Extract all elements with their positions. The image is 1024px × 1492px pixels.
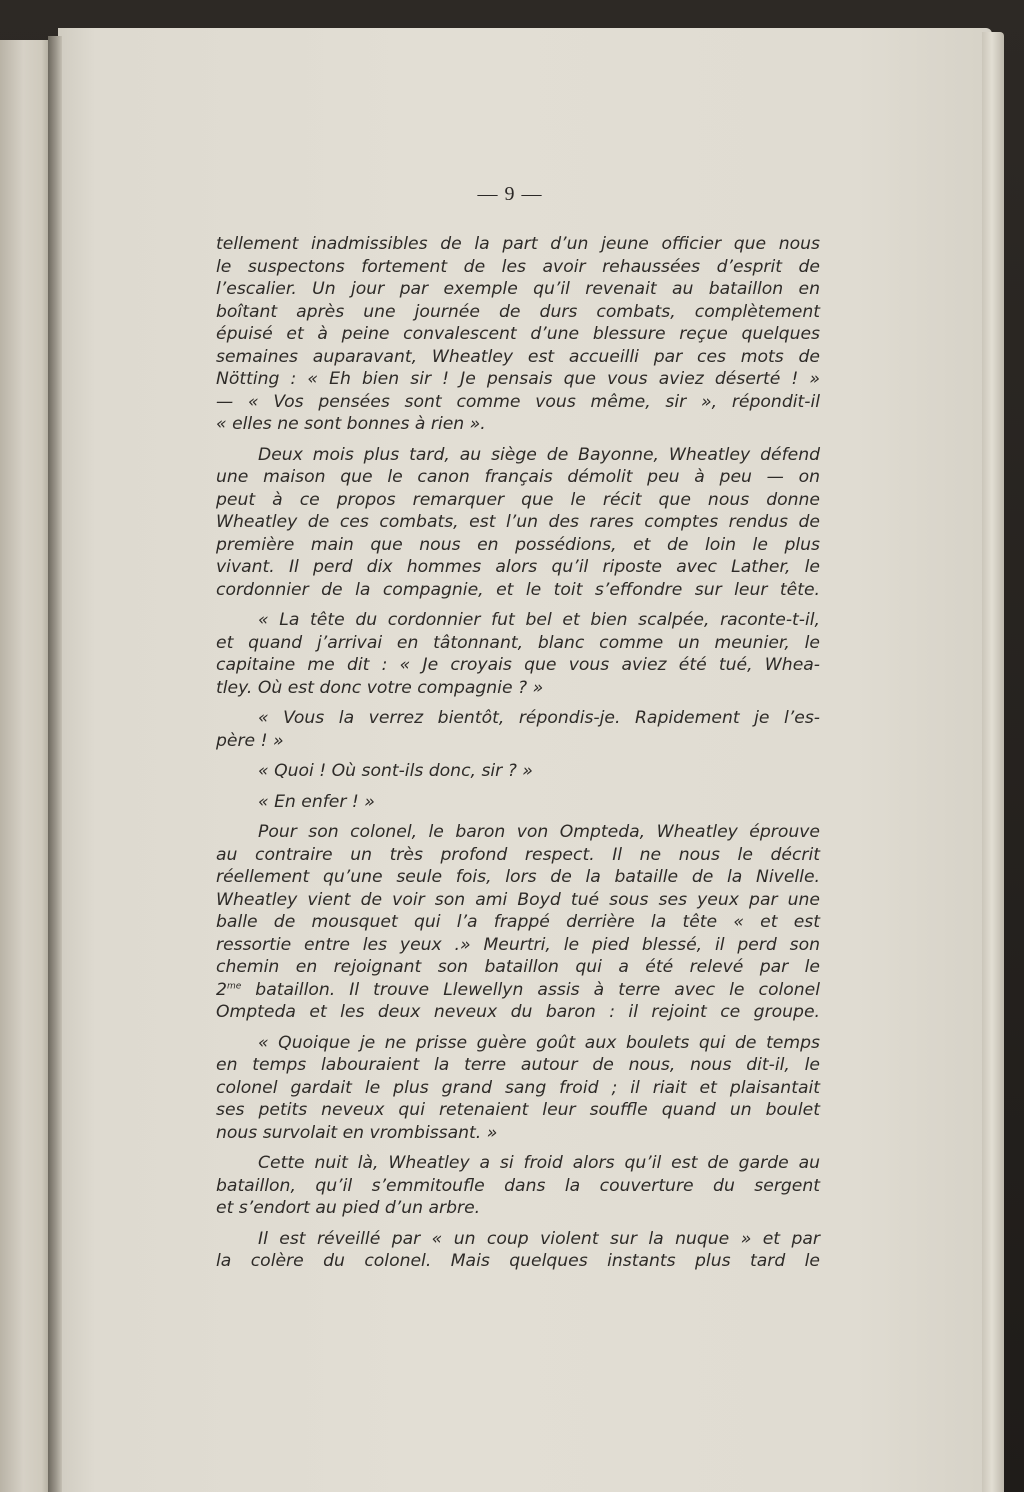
ordinal-number: 2 <box>216 979 227 1000</box>
ordinal-suffix: me <box>226 980 242 991</box>
text-line: « La tête du cordonnier fut bel et bien scalpée, raconte-t-il, <box>258 610 820 630</box>
text-line: boîtant après une journée de durs combats, complètement <box>216 301 820 322</box>
text-line: « En enfer ! » <box>258 791 375 812</box>
text-line: Cette nuit là, Wheatley a si froid alors qu’il est de garde au <box>258 1153 820 1173</box>
text-line: semaines auparavant, Wheatley est accueilli par ces mots de <box>216 346 820 367</box>
page-right-edge <box>982 32 1004 1492</box>
paragraph-gap <box>216 813 820 821</box>
text-line: au contraire un très profond respect. Il ne nous le décrit <box>216 844 820 865</box>
text-line: « Vous la verrez bientôt, répondis-je. Rapidement je l’es- <box>258 708 820 728</box>
text-line: « Quoi ! Où sont-ils donc, sir ? » <box>258 761 533 781</box>
text-line: nous survolait en vrombissant. » <box>216 1122 498 1143</box>
text-line: l’escalier. Un jour par exemple qu’il revenait au bataillon en <box>216 279 820 299</box>
text-line: peut à ce propos remarquer que le récit que nous donne <box>216 489 820 510</box>
text-line: père ! » <box>216 730 284 751</box>
paragraph-gap <box>216 783 820 791</box>
text-line: réellement qu’une seule fois, lors de la bataille de la Nivelle. <box>216 867 820 887</box>
book-gutter <box>48 36 62 1492</box>
page-number: — 9 — <box>477 183 543 205</box>
text-line: ressortie entre les yeux .» Meurtri, le pied blessé, il perd son <box>216 934 820 955</box>
text-line: « Quoique je ne prisse guère goût aux boulets qui de temps <box>258 1032 820 1053</box>
paragraph-gap <box>216 436 820 444</box>
text-line: « elles ne sont bonnes à rien ». <box>216 414 486 434</box>
text-line: balle de mousquet qui l’a frappé derrière la tête « et est <box>216 912 820 932</box>
text-line: chemin en rejoignant son bataillon qui a été relevé par le <box>216 957 820 977</box>
text-line-rest: bataillon. Il trouve Llewellyn assis à terre avec le colonel <box>241 979 820 1000</box>
text-line: Pour son colonel, le baron von Ompteda, Wheatley éprouve <box>258 822 820 842</box>
text-line: et quand j’arrivai en tâtonnant, blanc comme un meunier, le <box>216 632 820 653</box>
text-line: Ompteda et les deux neveux du baron : il rejoint ce groupe. <box>216 1002 820 1022</box>
text-line: Wheatley vient de voir son ami Boyd tué sous ses yeux par une <box>216 889 820 910</box>
text-line: la colère du colonel. Mais quelques instants plus tard le <box>216 1251 820 1271</box>
text-line: Wheatley de ces combats, est l’un des rares comptes rendus de <box>216 512 820 532</box>
text-line: en temps labouraient la terre autour de nous, nous dit-il, le <box>216 1055 820 1075</box>
paragraph-gap <box>216 1144 820 1152</box>
text-line: bataillon, qu’il s’emmitoufle dans la couverture du sergent <box>216 1175 820 1196</box>
text-line: et s’endort au pied d’un arbre. <box>216 1198 481 1218</box>
paragraph-gap <box>216 1220 820 1228</box>
text-line: première main que nous en possédions, et de loin le plus <box>216 534 820 555</box>
paragraph-gap <box>216 699 820 707</box>
body-text <box>216 233 820 1273</box>
text-line: capitaine me dit : « Je croyais que vous aviez été tué, Whea- <box>216 655 820 675</box>
paragraph-gap <box>216 601 820 609</box>
text-line: colonel gardait le plus grand sang froid ; il riait et plaisantait <box>216 1077 820 1098</box>
text-line: Il est réveillé par « un coup violent sur la nuque » et par <box>258 1228 820 1249</box>
text-line: cordonnier de la compagnie, et le toit s’effondre sur leur tête. <box>216 579 820 600</box>
paragraph-gap <box>216 1024 820 1032</box>
text-line: Nötting : « Eh bien sir ! Je pensais que vous aviez déserté ! » <box>216 369 820 389</box>
text-line: une maison que le canon français démolit peu à peu — on <box>216 467 820 487</box>
text-line: vivant. Il perd dix hommes alors qu’il riposte avec Lather, le <box>216 557 820 577</box>
text-line: — « Vos pensées sont comme vous même, sir », répondit-il <box>216 391 820 412</box>
paragraph-gap <box>216 752 820 760</box>
text-line: tley. Où est donc votre compagnie ? » <box>216 677 544 698</box>
text-line: épuisé et à peine convalescent d’une blessure reçue quelques <box>216 324 820 344</box>
text-line <box>216 979 820 1002</box>
text-line: tellement inadmissibles de la part d’un jeune officier que nous <box>216 234 820 254</box>
left-page-edge <box>0 40 52 1492</box>
text-line: Deux mois plus tard, au siège de Bayonne, Wheatley défend <box>258 444 820 465</box>
text-line: le suspectons fortement de les avoir rehaussées d’esprit de <box>216 256 820 277</box>
text-line: ses petits neveux qui retenaient leur souffle quand un boulet <box>216 1100 820 1120</box>
